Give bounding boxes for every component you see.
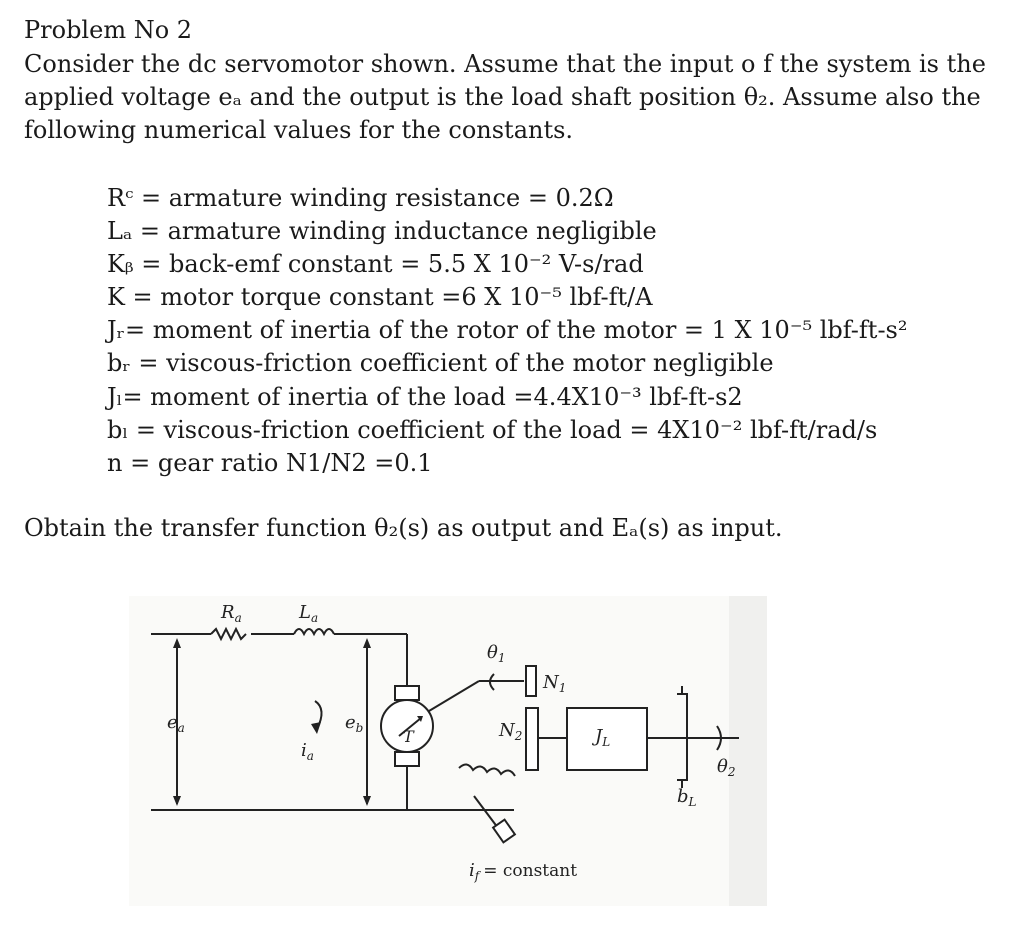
- constant-la: Lₐ = armature winding inductance negligible: [107, 217, 657, 246]
- label-jl: $J_L$: [595, 726, 611, 749]
- label-t: T: [403, 727, 414, 746]
- constant-jr: Jᵣ= moment of inertia of the rotor of the motor = 1 X 10⁻⁵ lbf-ft-s²: [107, 316, 908, 345]
- label-if: $i_f$ = constant: [469, 860, 578, 883]
- label-n1: $N_1$: [543, 672, 567, 695]
- label-bl: $b_L$: [677, 786, 697, 809]
- constant-ra: Rᶜ = armature winding resistance = 0.2Ω: [107, 184, 614, 212]
- servomotor-figure: [129, 596, 767, 906]
- constant-kb: Kᵦ = back-emf constant = 5.5 X 10⁻² V-s/rad: [107, 250, 644, 279]
- label-ea: $e_a$: [167, 712, 185, 735]
- label-theta1: $\theta_1$: [487, 642, 506, 665]
- constant-bl: bₗ = viscous-friction coefficient of the load = 4X10⁻² lbf-ft/rad/s: [107, 415, 878, 444]
- problem-title: Problem No 2: [24, 16, 193, 44]
- label-n2: $N_2$: [499, 720, 523, 743]
- label-ia: $i_a$: [301, 740, 314, 763]
- constant-k: K = motor torque constant =6 X 10⁻⁵ lbf-ft/A: [107, 283, 653, 312]
- label-la: $L_a$: [299, 602, 319, 625]
- constant-n: n = gear ratio N1/N2 =0.1: [107, 448, 433, 477]
- problem-intro: Consider the dc servomotor shown. Assume that the input o f the system is the applied voltage eₐ and the output is the load shaft position θ₂. Assume also the following numerical values for the constants.: [24, 50, 986, 144]
- constant-jl: Jₗ= moment of inertia of the load =4.4X10⁻³ lbf-ft-s2: [107, 382, 743, 411]
- motor-brush-top: [395, 686, 419, 700]
- gear-n2: [526, 708, 538, 770]
- constant-br: bᵣ = viscous-friction coefficient of the motor negligible: [107, 349, 774, 378]
- label-eb: $e_b$: [345, 712, 364, 735]
- motor-brush-bottom: [395, 752, 419, 766]
- label-ra: $R_a$: [221, 602, 242, 625]
- task-statement: Obtain the transfer function θ₂(s) as output and Eₐ(s) as input.: [24, 514, 783, 542]
- label-theta2: $\theta_2$: [717, 756, 736, 779]
- gear-n1: [526, 666, 536, 696]
- constants-list: [107, 182, 907, 480]
